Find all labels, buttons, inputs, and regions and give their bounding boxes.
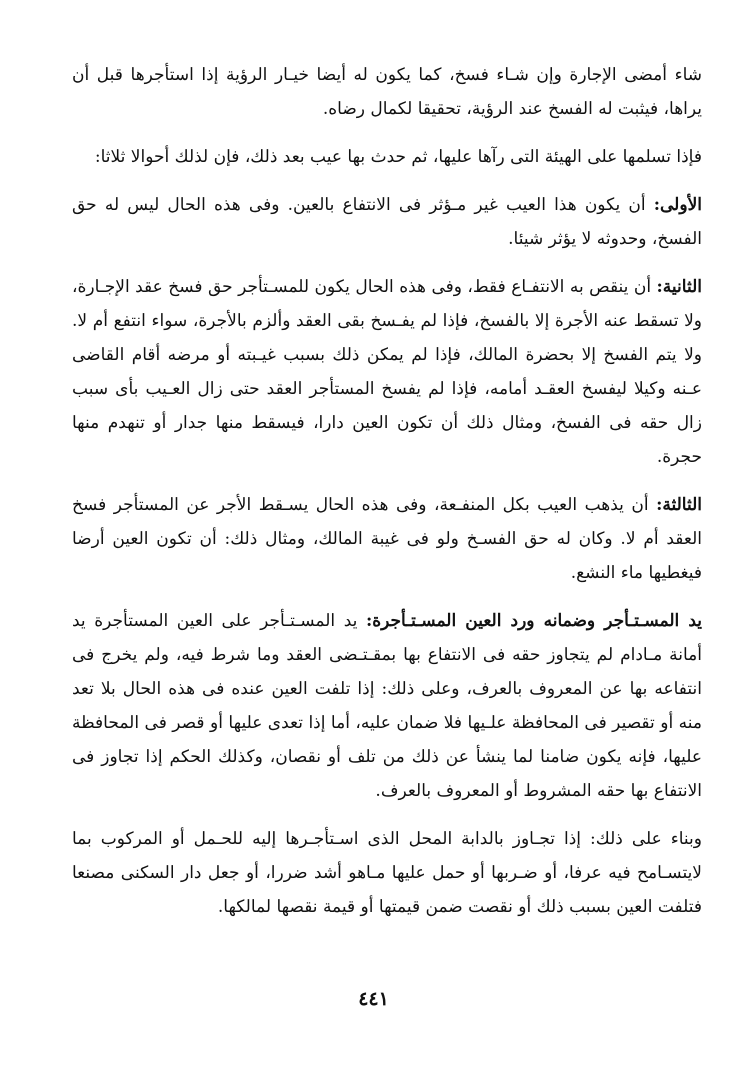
third-case-heading: الثالثة: (656, 495, 702, 515)
paragraph-2 (72, 140, 702, 174)
first-case-heading: الأولى: (653, 195, 702, 215)
paragraph-second-case (72, 270, 702, 474)
paragraph-tenant-hand (72, 604, 702, 808)
tenant-hand-text: يد المسـتـأجر على العين المستأجرة يد أمانة مـادام لم يتجاوز حقه فى الانتفاع بها بمقـتـضى العقد وما شرط فيه، ولم يخرج فى انتفاعه بها عن المعروف بالعرف، وعلى ذلك: إذا تلفت العين عنده فى هذه الحال بلا تعد منه أو تقصير فى المحافظة علـيها فلا ضمان عليه، أما إذا تعدى عليها أو قصر فى المحافظة عليها، فإنه يكون ضامنا لما ينشأ عن ذلك من تلف أو نقصان، وكذلك الحكم إذا تجاوز فى الانتفاع بها حقه المشروط أو المعروف بالعرف. (72, 611, 702, 801)
third-case-text: أن يذهب العيب بكل المنفـعة، وفى هذه الحال يسـقط الأجر عن المستأجر فسخ العقد أم لا. وكان له حق الفسـخ ولو فى غيبة المالك، ومثال ذلك: أن تكون العين أرضا فيغطيها ماء النشع. (72, 495, 702, 583)
second-case-heading: الثانية: (656, 277, 702, 297)
body-text (72, 58, 702, 938)
paragraph-2-text: فإذا تسلمها على الهيئة التى رآها عليها، ثم حدث بها عيب بعد ذلك، فإن لذلك أحوالا ثلاثا: (94, 147, 702, 167)
page-number: ٤٤١ (358, 988, 389, 1010)
paragraph-first-case (72, 188, 702, 256)
paragraph-consequence (72, 822, 702, 924)
paragraph-1-text: شاء أمضى الإجارة وإن شـاء فسخ، كما يكون له أيضا خيـار الرؤية إذا استأجرها قبل أن يراها، فيثبت له الفسخ عند الرؤية، تحقيقا لكمال رضاه. (72, 65, 702, 119)
paragraph-third-case (72, 488, 702, 590)
tenant-hand-heading: يد المسـتـأجر وضمانه ورد العين المسـتـأجرة: (365, 611, 702, 631)
paragraph-1 (72, 58, 702, 126)
first-case-text: أن يكون هذا العيب غير مـؤثر فى الانتفاع بالعين. وفى هذه الحال ليس له حق الفسخ، وحدوثه لا يؤثر شيئا. (72, 195, 702, 249)
second-case-text: أن ينقص به الانتفـاع فقط، وفى هذه الحال يكون للمسـتأجر حق فسخ عقد الإجـارة، ولا تسقط عنه الأجرة إلا بالفسخ، فإذا لم يفـسخ بقى العقد وألزم بالأجرة، سواء انتفع أم لا. ولا يتم الفسخ إلا بحضرة المالك، فإذا لم يمكن ذلك بسبب غيـبته أو مرضه أقام القاضى عـنه وكيلا ليفسخ العقـد أمامه، فإذا لم يفسخ المستأجر العقد حتى زال العـيب بأى سبب زال حقه فى الفسخ، ومثال ذلك أن تكون العين دارا، فيسقط منها جدار أو تنهدم منها حجرة. (72, 277, 702, 467)
consequence-text: وبناء على ذلك: إذا تجـاوز بالدابة المحل الذى اسـتأجـرها إليه للحـمل أو المركوب بما لايتسـامح فيه عرفا، أو ضـربها أو حمل عليها مـاهو أشد ضررا، أو جعل دار السكنى مصنعا فتلفت العين بسبب ذلك أو نقصت ضمن قيمتها أو قيمة نقصها لمالكها. (72, 829, 702, 917)
